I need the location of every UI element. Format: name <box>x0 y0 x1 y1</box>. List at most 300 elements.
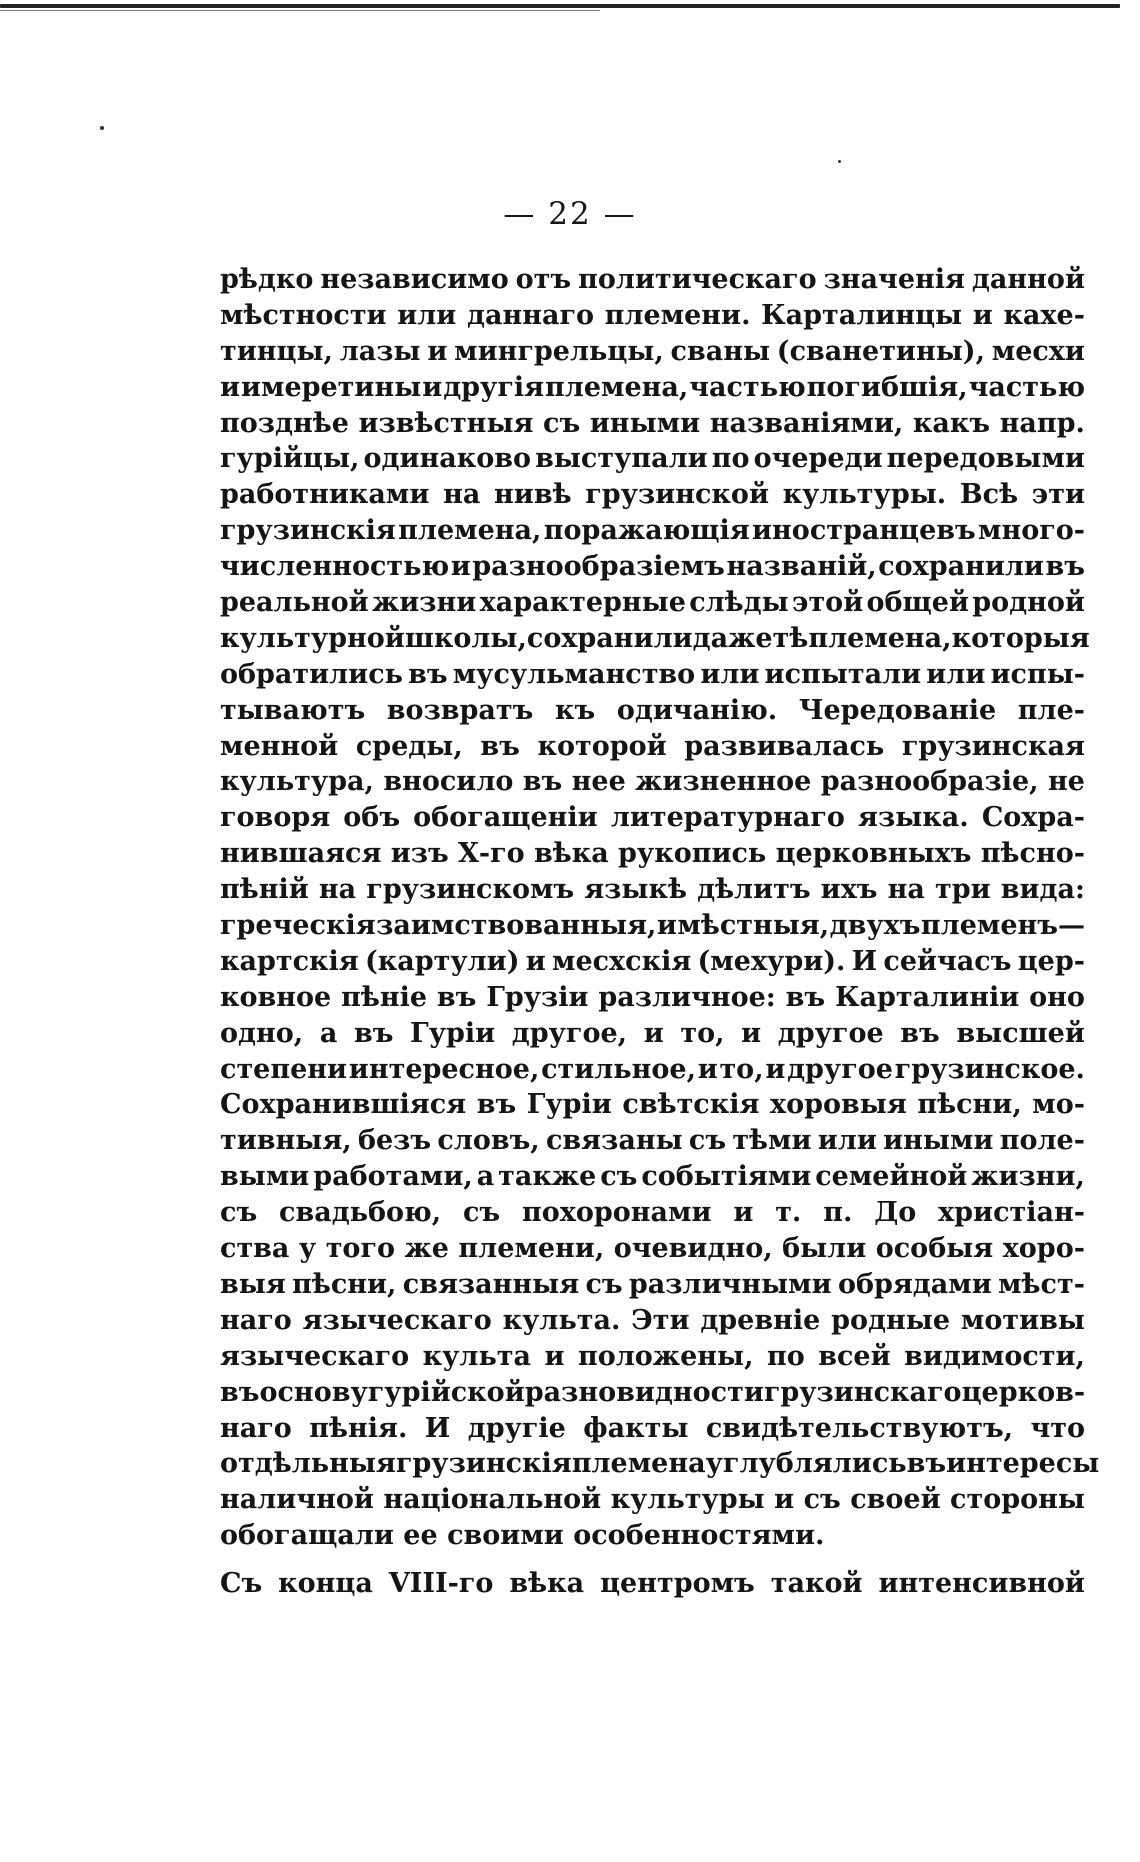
word: т. <box>775 1197 802 1229</box>
word: особыя <box>875 1233 994 1265</box>
word: грузинской <box>585 479 769 511</box>
word: Сохранившіяся <box>220 1089 467 1121</box>
word: то, <box>680 1017 725 1049</box>
word: семейной <box>815 1161 968 1193</box>
word: одно, <box>220 1017 304 1049</box>
word: эти <box>1031 479 1085 511</box>
word: говоря <box>220 802 331 834</box>
word: съ <box>600 1161 638 1193</box>
word: работами, <box>313 1161 473 1193</box>
word: конца <box>278 1568 373 1600</box>
word: степени <box>220 1053 348 1085</box>
word: на <box>887 874 925 906</box>
word: очевидно, <box>613 1233 773 1265</box>
word: литературнаго <box>610 802 845 834</box>
word: христіан- <box>938 1197 1085 1229</box>
word: видимости, <box>904 1340 1085 1372</box>
word: объ <box>343 802 401 834</box>
word: школы, <box>404 622 527 654</box>
word: свадьбою, <box>279 1197 442 1229</box>
word: работниками <box>220 479 430 511</box>
text-line <box>220 729 1085 765</box>
word: другое <box>787 1053 893 1085</box>
word: двухъ <box>829 910 921 942</box>
word: мѣст- <box>998 1268 1085 1300</box>
word: основу <box>259 1376 368 1408</box>
word: древніе <box>700 1304 821 1336</box>
word: отдѣльныя <box>220 1448 396 1480</box>
text-line <box>220 836 1085 872</box>
text-line <box>220 908 1085 944</box>
text-line <box>220 944 1085 980</box>
word: И <box>851 945 878 977</box>
word: и <box>450 551 471 583</box>
word: наличной <box>220 1484 374 1516</box>
word: и <box>422 371 443 403</box>
word: извѣстныя <box>358 407 534 439</box>
word: такой <box>770 1568 863 1600</box>
word: культа. <box>502 1304 621 1336</box>
word: племена, <box>808 622 952 654</box>
text-line <box>220 980 1085 1016</box>
word: и <box>643 1017 664 1049</box>
word: гурійцы, <box>220 443 360 475</box>
text-line <box>220 621 1090 657</box>
word: своей <box>850 1484 941 1516</box>
word: грузинскія <box>395 1448 572 1480</box>
word: одинаково <box>363 443 532 475</box>
word: численностью <box>220 551 450 583</box>
word: въ <box>353 1017 394 1049</box>
word: словъ, <box>437 1125 540 1157</box>
word: племена, <box>545 371 689 403</box>
word: жизненное <box>635 766 812 798</box>
word: ее <box>403 1520 438 1552</box>
word: грузинское. <box>894 1053 1085 1085</box>
word: пле- <box>1017 694 1085 726</box>
word: у <box>298 1233 317 1265</box>
word: съ <box>585 1268 623 1300</box>
word: VIII-го <box>388 1568 494 1600</box>
word: и <box>525 945 546 977</box>
word: лазы <box>339 335 421 367</box>
word: углублялись <box>705 1448 907 1480</box>
word: п. <box>823 1197 853 1229</box>
word: Гуріи <box>410 1017 496 1049</box>
word: а <box>476 1161 495 1193</box>
word: другіе <box>467 1412 566 1444</box>
word: нее <box>571 766 626 798</box>
word: мусульманство <box>452 658 696 690</box>
word: картскія <box>220 945 359 977</box>
word: пѣніе <box>341 981 428 1013</box>
word: испытали <box>764 658 922 690</box>
word: дѣлитъ <box>697 874 811 906</box>
text-line <box>220 1195 1085 1231</box>
word: стильное, <box>541 1053 696 1085</box>
word: различными <box>628 1268 832 1300</box>
word: въ <box>480 730 520 762</box>
word: наго <box>220 1304 292 1336</box>
word: пѣсно- <box>980 838 1085 870</box>
word: связаны <box>545 1125 683 1157</box>
word: сейчасъ <box>883 945 1012 977</box>
word: поле- <box>999 1125 1085 1157</box>
text-line <box>220 1016 1085 1052</box>
page-body <box>220 262 1100 1602</box>
text-line <box>220 1052 1085 1088</box>
word: поражающія <box>543 515 750 547</box>
word: и <box>733 1197 754 1229</box>
word: же <box>404 1233 449 1265</box>
word: племени, <box>458 1233 605 1265</box>
word: характерные <box>479 587 686 619</box>
word: или <box>817 1125 877 1157</box>
page-number: — 22 — <box>503 196 637 232</box>
word: Сохра- <box>981 802 1085 834</box>
text-line <box>220 872 1085 908</box>
text-line <box>220 1123 1085 1159</box>
text-line <box>220 1566 1085 1602</box>
word: которой <box>537 730 667 762</box>
word: месхи <box>991 335 1085 367</box>
word: по <box>711 443 750 475</box>
word: съ <box>220 1197 258 1229</box>
word: тинцы, <box>220 335 333 367</box>
word: стороны <box>950 1484 1085 1516</box>
word: и <box>656 910 677 942</box>
text-line <box>220 477 1085 513</box>
word: тываютъ <box>220 694 366 726</box>
word: племена, <box>398 515 542 547</box>
word: среды, <box>355 730 463 762</box>
paragraph-1 <box>220 262 1100 1554</box>
word: выми <box>220 1161 310 1193</box>
word: позднѣе <box>220 407 349 439</box>
word: сохранили <box>526 622 693 654</box>
word: свидѣтельствуютъ, <box>705 1412 1014 1444</box>
word: даже <box>692 622 773 654</box>
text-line <box>220 1446 1100 1482</box>
word: свѣтскія <box>622 1089 760 1121</box>
word: погибшія, <box>806 371 968 403</box>
word: независимо <box>320 264 509 295</box>
word: обратились <box>220 658 403 690</box>
word: въ <box>906 1448 947 1480</box>
word: испы- <box>990 658 1085 690</box>
word: ства <box>220 1233 290 1265</box>
word: передовыми <box>886 443 1085 475</box>
word: жизни, <box>971 1161 1085 1193</box>
word: или <box>397 299 457 331</box>
word: Грузіи <box>486 981 589 1013</box>
word: родные <box>831 1304 951 1336</box>
text-line <box>220 1411 1085 1447</box>
word: не <box>1047 766 1085 798</box>
word: сваны <box>670 335 771 367</box>
text-line <box>220 764 1085 800</box>
word: выя <box>220 1268 286 1300</box>
word: цер- <box>1017 945 1085 977</box>
word: мѣстныя, <box>677 910 830 942</box>
print-speck <box>838 160 841 163</box>
word: племенъ— <box>920 910 1085 942</box>
word: центромъ <box>600 1568 755 1600</box>
word: въ <box>522 766 563 798</box>
word: разнообразіемъ <box>472 551 725 583</box>
top-edge-rule <box>0 4 1120 8</box>
text-line <box>220 1267 1085 1303</box>
word: связанныя <box>402 1268 580 1300</box>
word: языческаго <box>302 1304 492 1336</box>
word: обрядами <box>837 1268 992 1300</box>
word: факты <box>583 1412 689 1444</box>
word: (картули) <box>364 945 520 977</box>
word: положены, <box>577 1340 754 1372</box>
word: мѣстности <box>220 299 387 331</box>
text-line <box>220 1339 1085 1375</box>
word: высшей <box>956 1017 1085 1049</box>
word: языкѣ <box>584 874 687 906</box>
word: Гуріи <box>526 1089 612 1121</box>
word: въ <box>1045 551 1085 583</box>
text-line <box>220 657 1085 693</box>
word: въ <box>220 1376 260 1408</box>
word: ихъ <box>820 874 878 906</box>
word: три <box>935 874 991 906</box>
word: пѣній <box>220 874 309 906</box>
paragraph-gap <box>220 1554 1085 1566</box>
word: Всѣ <box>959 479 1019 511</box>
word: иными <box>589 407 701 439</box>
word: родной <box>972 587 1085 619</box>
word: заимствованныя, <box>376 910 657 942</box>
word: вѣка <box>509 1568 585 1600</box>
word: также <box>498 1161 597 1193</box>
word: нивѣ <box>494 479 572 511</box>
word: слѣды <box>689 587 789 619</box>
word: на <box>443 479 481 511</box>
text-line <box>220 800 1085 836</box>
word: обогащали <box>220 1520 394 1552</box>
word: этой <box>792 587 864 619</box>
word: названій, <box>726 551 877 583</box>
text-line <box>220 406 1085 442</box>
word: и <box>774 1484 795 1516</box>
word: менной <box>220 730 339 762</box>
word: Съ <box>220 1568 263 1600</box>
word: племена <box>571 1448 706 1480</box>
word: тѣ <box>772 622 809 654</box>
word: данной <box>971 264 1085 295</box>
word: много- <box>978 515 1085 547</box>
word: и <box>427 335 448 367</box>
text-line <box>220 1231 1085 1267</box>
word: изъ <box>390 838 449 870</box>
word: грузинскія <box>220 515 396 547</box>
word: тѣми <box>732 1125 812 1157</box>
word: интересное, <box>348 1053 540 1085</box>
word: къ <box>554 694 596 726</box>
word: мингрельцы, <box>454 335 664 367</box>
word: того <box>325 1233 395 1265</box>
word: по <box>766 1340 805 1372</box>
word: національной <box>383 1484 602 1516</box>
word: въ <box>436 981 477 1013</box>
word: политическаго <box>578 264 817 295</box>
word: другія <box>443 371 545 403</box>
text-line <box>220 370 1085 406</box>
word: племени. <box>604 299 751 331</box>
word: даннаго <box>466 299 595 331</box>
word: оно <box>1029 981 1085 1013</box>
word: въ <box>476 1089 517 1121</box>
word: рѣдко <box>220 264 314 295</box>
word: похоронами <box>521 1197 712 1229</box>
word: другое <box>777 1017 884 1049</box>
word: въ <box>785 981 826 1013</box>
word: и <box>697 1053 718 1085</box>
word: грузинская <box>901 730 1085 762</box>
word: жизни <box>372 587 477 619</box>
text-line <box>220 334 1085 370</box>
word: имеретины <box>240 371 422 403</box>
text-line <box>220 441 1085 477</box>
word: названіями, <box>709 407 904 439</box>
word: значенія <box>823 264 965 295</box>
word: безъ <box>357 1125 432 1157</box>
word: Чередованіе <box>798 694 997 726</box>
word: хоро- <box>1002 1233 1085 1265</box>
word: языческаго <box>220 1340 410 1372</box>
word: Х-го <box>457 838 525 870</box>
word: отъ <box>515 264 572 295</box>
word: которыя <box>951 622 1090 654</box>
text-line <box>220 298 1085 334</box>
word: и <box>544 1340 565 1372</box>
word: частью <box>968 371 1085 403</box>
word: и <box>741 1017 762 1049</box>
word: частью <box>689 371 806 403</box>
word: иными <box>883 1125 994 1157</box>
word: различное: <box>598 981 776 1013</box>
word: событіями <box>641 1161 812 1193</box>
word: культура, <box>220 766 374 798</box>
word: общей <box>866 587 969 619</box>
word: одичанію. <box>616 694 778 726</box>
word: хоровыя <box>770 1089 907 1121</box>
text-line <box>220 262 1085 298</box>
word: пѣнія. <box>309 1412 408 1444</box>
paragraph-2 <box>220 1566 1085 1602</box>
text-line <box>220 693 1085 729</box>
text-line <box>220 1482 1085 1518</box>
word: какъ <box>912 407 991 439</box>
word: разновидности <box>524 1376 764 1408</box>
word: и <box>220 371 241 403</box>
word: культуры. <box>782 479 947 511</box>
word: что <box>1030 1412 1085 1444</box>
word: кахе- <box>1003 299 1085 331</box>
word: съ <box>543 407 581 439</box>
word: ковное <box>220 981 332 1013</box>
text-line <box>220 1303 1085 1339</box>
word: напр. <box>999 407 1085 439</box>
text-line <box>220 1518 1085 1554</box>
word: грузинскаго <box>763 1376 962 1408</box>
word: культурной <box>220 622 405 654</box>
word: или <box>700 658 760 690</box>
word: развивалась <box>684 730 885 762</box>
word: наго <box>220 1412 292 1444</box>
word: въ <box>900 1017 940 1049</box>
word: месхскія <box>551 945 692 977</box>
print-speck <box>100 126 104 130</box>
word: другое, <box>511 1017 628 1049</box>
word: греческія <box>220 910 376 942</box>
word: Карталиніи <box>834 981 1020 1013</box>
word: выступали <box>535 443 708 475</box>
word: и <box>765 1053 786 1085</box>
word: грузинскомъ <box>366 874 575 906</box>
text-line <box>220 1375 1085 1411</box>
word: нившаяся <box>220 838 382 870</box>
word: вида: <box>1000 874 1085 906</box>
word: До <box>874 1197 917 1229</box>
word: пѣсни, <box>292 1268 397 1300</box>
text-line <box>220 513 1085 549</box>
word: или <box>926 658 986 690</box>
word: въ <box>408 658 448 690</box>
word: языка. <box>858 802 969 834</box>
word: обогащеніи <box>413 802 598 834</box>
word: интересы <box>946 1448 1100 1480</box>
word: вѣка <box>533 838 609 870</box>
word: всей <box>818 1340 891 1372</box>
word: съ <box>462 1197 501 1229</box>
text-line <box>220 585 1085 621</box>
word: возвратъ <box>386 694 534 726</box>
word: на <box>318 874 357 906</box>
word: интенсивной <box>878 1568 1085 1600</box>
word: рукопись <box>618 838 767 870</box>
word: тивныя, <box>220 1125 352 1157</box>
word: Эти <box>631 1304 690 1336</box>
word: и <box>972 299 993 331</box>
word: мотивы <box>960 1304 1085 1336</box>
word: съ <box>803 1484 841 1516</box>
word: церковныхъ <box>775 838 972 870</box>
word: а <box>319 1017 338 1049</box>
text-line <box>220 549 1085 585</box>
text-line <box>220 1087 1085 1123</box>
word: очереди <box>753 443 883 475</box>
word: гурійской <box>367 1376 525 1408</box>
word: съ <box>688 1125 727 1157</box>
word: церков- <box>961 1376 1086 1408</box>
word: реальной <box>220 587 369 619</box>
word: культа <box>422 1340 532 1372</box>
top-edge-thin-rule <box>0 10 600 11</box>
word: своими <box>447 1520 564 1552</box>
word: (сванетины), <box>776 335 985 367</box>
word: культуры <box>610 1484 765 1516</box>
word: иностранцевъ <box>752 515 976 547</box>
word: были <box>782 1233 867 1265</box>
word: Карталинцы <box>761 299 963 331</box>
text-line <box>220 1159 1085 1195</box>
word: то, <box>719 1053 764 1085</box>
